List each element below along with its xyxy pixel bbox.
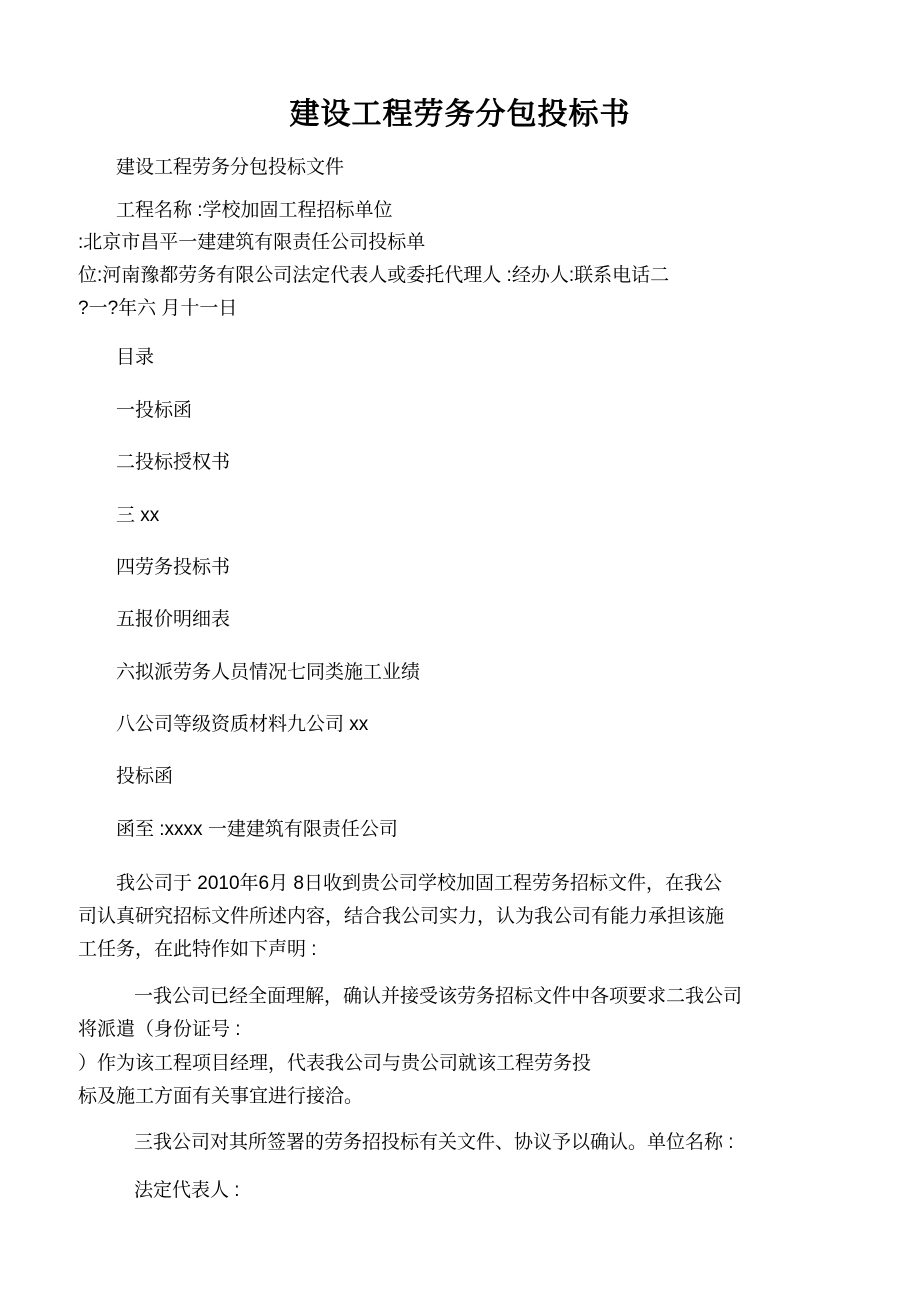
letter-p2-line4: 标及施工方面有关事宜进行接洽。 xyxy=(78,1085,364,1107)
letter-paragraph-3: 三我公司对其所签署的劳务招投标有关文件、协议予以确认。单位名称 : xyxy=(134,1131,734,1153)
toc-item: 六拟派劳务人员情况七同类施工业绩 xyxy=(116,661,421,683)
toc-item: 三 xx xyxy=(116,504,160,526)
letter-p2-line1: 一我公司已经全面理解，确认并接受该劳务招标文件中各项要求二我公司 xyxy=(134,986,743,1008)
toc-item: 四劳务投标书 xyxy=(116,556,231,578)
letter-paragraph-2 xyxy=(78,980,842,1112)
header-info-block xyxy=(78,195,842,326)
page-title: 建设工程劳务分包投标书 xyxy=(289,98,631,131)
project-name-line: 工程名称 :学校加固工程招标单位 xyxy=(116,199,393,221)
toc-item: 八公司等级资质材料九公司 xx xyxy=(116,714,369,736)
letter-p2-line3: ）作为该工程项目经理，代表我公司与贵公司就该工程劳务投 xyxy=(78,1052,592,1074)
letter-p1-line1: 我公司于 2010年6月 8日收到贵公司学校加固工程劳务招标文件，在我公 xyxy=(116,873,722,895)
letter-p1-line2: 司认真研究招标文件所述内容，结合我公司实力，认为我公司有能力承担该施 xyxy=(78,906,725,928)
letter-p1-line3: 工任务，在此特作如下声明 : xyxy=(78,939,317,961)
toc-heading: 目录 xyxy=(116,347,155,369)
letter-p2-line2: 将派遣（身份证号 : xyxy=(78,1019,241,1041)
toc-item: 一投标函 xyxy=(116,399,193,421)
toc-item: 五报价明细表 xyxy=(116,609,231,631)
letter-paragraph-1 xyxy=(78,867,842,966)
letter-signature-line: 法定代表人 : xyxy=(134,1180,240,1202)
tender-company-line: :北京市昌平一建建筑有限责任公司投标单 xyxy=(78,232,426,254)
bidder-unit-line: 位:河南豫都劳务有限公司法定代表人或委托代理人 :经办人:联系电话二 xyxy=(78,265,670,287)
date-line: ?一?年六 月十一日 xyxy=(78,297,238,319)
toc-item: 二投标授权书 xyxy=(116,452,231,474)
letter-heading: 投标函 xyxy=(116,766,174,788)
document-subtitle: 建设工程劳务分包投标文件 xyxy=(116,157,345,178)
letter-addressee: 函至 :xxxx 一建建筑有限责任公司 xyxy=(116,818,398,840)
